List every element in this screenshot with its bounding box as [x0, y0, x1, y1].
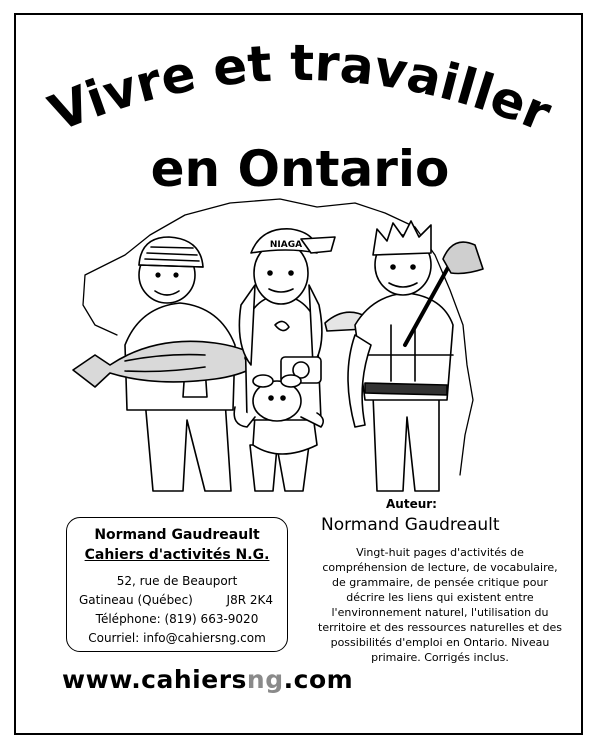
publisher-company: Cahiers d'activités N.G. — [84, 547, 270, 563]
publisher-city: Gatineau (Québec) — [79, 593, 193, 607]
publisher-info-box — [66, 517, 288, 652]
website-link[interactable] — [62, 665, 353, 694]
title-line-2: en Ontario — [150, 140, 450, 198]
book-description: Vingt-huit pages d'activités de compréhension de lecture, de vocabulaire, de grammaire, de pensée critique pour décrire les liens qui existent entre l'environnement naturel, l'utilisation du territoire et des ressources naturelles et des possibilités d'emploi en Ontario. Niveau primaire. Corrigés inclus. — [318, 546, 562, 664]
publisher-phone: Téléphone: (819) 663-9020 — [95, 612, 259, 626]
fisherman-figure — [73, 237, 265, 491]
cover-illustration — [55, 195, 525, 495]
publisher-email: Courriel: info@cahiersng.com — [88, 631, 266, 645]
publisher-postal-code: J8R 2K4 — [226, 593, 273, 607]
author-name: Normand Gaudreault — [321, 515, 500, 535]
cap-text: NIAGA — [269, 240, 303, 250]
publisher-address: 52, rue de Beauport — [116, 574, 238, 588]
publisher-name: Normand Gaudreault — [94, 527, 260, 543]
author-label: Auteur: — [386, 497, 437, 511]
website-highlight: ng — [246, 665, 284, 694]
website-suffix: .com — [283, 665, 354, 694]
tourist-girl-figure — [234, 229, 367, 491]
fish-drawing — [73, 341, 265, 387]
cover-title — [0, 0, 600, 210]
website-prefix: www.cahiers — [62, 665, 247, 694]
title-line-1: Vivre et travailler — [41, 33, 560, 144]
publisher-city-line — [67, 591, 287, 610]
